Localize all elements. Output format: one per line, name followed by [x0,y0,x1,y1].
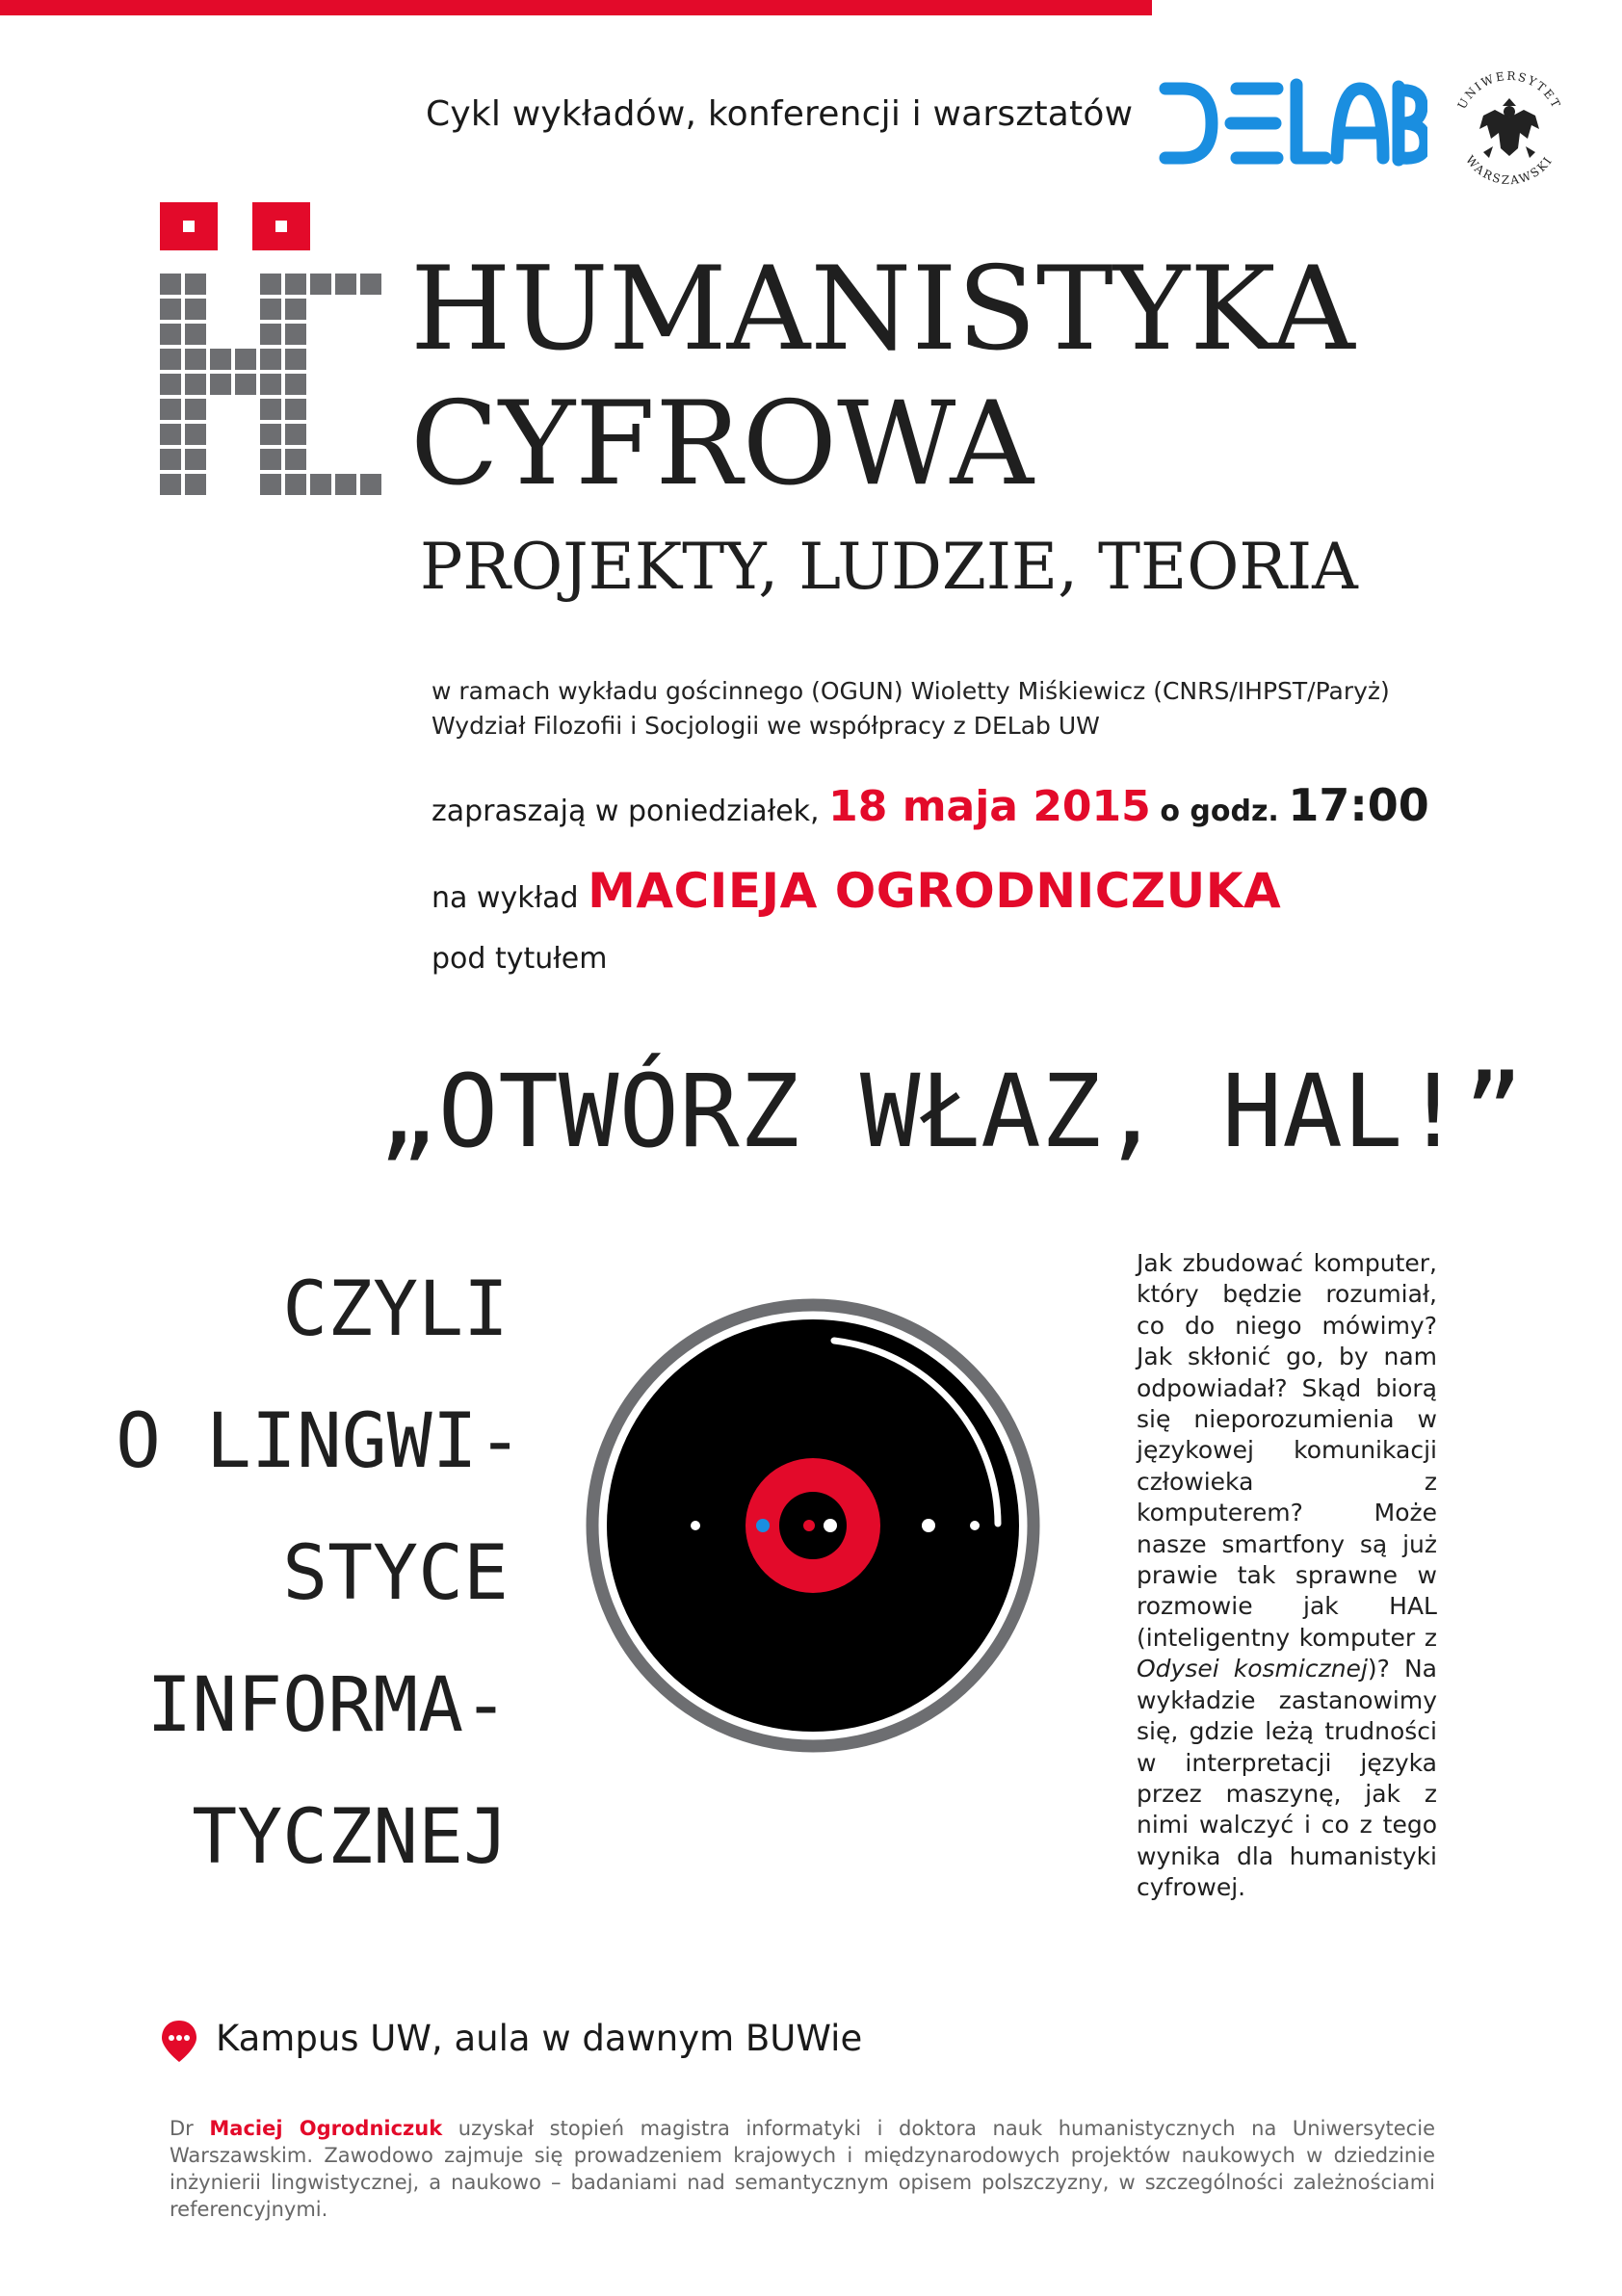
logo-grid-cell [160,399,181,420]
logo-grid-cell [185,274,206,295]
logo-grid-cell [260,324,281,345]
subtitle-line: CZYLI [282,1266,509,1353]
top-accent-bar [0,0,1152,15]
logo-grid-cell [160,449,181,470]
uw-seal-logo [1445,64,1574,193]
bio-text: uzyskał stopień magistra informatyki i doktora nauk humanistycznych na Uniwersytecie Warszawskim. Zawodowo zajmuje się prowadzeniem krajowych i międzynarodowych projektów naukowych w dziedzinie inżynierii lingwistycznej, a naukowo – badaniami nad semantycznym opisem polszczyzny, w szczególności zależnościami referencyjnymi. [170,2117,1435,2221]
logo-grid-cell [285,474,306,495]
logo-grid-cell [185,449,206,470]
logo-grid-cell [285,299,306,320]
series-line: Cykl wykładów, konferencji i warsztatów [426,94,1134,134]
speaker-name: MACIEJA OGRODNICZUKA [588,863,1282,919]
info-line-organizer: w ramach wykładu gościnnego (OGUN) Wioletty Miśkiewicz (CNRS/IHPST/Paryż) [432,677,1390,705]
main-subtitle: PROJEKTY, LUDZIE, TEORIA [420,530,1358,604]
logo-grid-cell [185,399,206,420]
logo-grid-cell [285,399,306,420]
subtitle-line: STYCE [282,1530,509,1617]
logo-grid-cell [260,474,281,495]
logo-grid-cell [260,374,281,395]
logo-grid-cell [210,349,231,370]
subtitle-line: O LINGWI- [116,1398,523,1485]
logo-grid-cell [185,474,206,495]
bio-name: Maciej Ogrodniczuk [209,2117,443,2140]
logo-grid-cell [185,324,206,345]
description-text: Jak zbudować komputer, który będzie rozumiał, co do niego mówimy? Jak skłonić go, by nam odpowiadał? Skąd biorą się nieporozumienia w językowej komunikacji człowieka z komputerem? Może nasze smartfony są już prawie tak sprawne w rozmowie jak HAL (inteligentny komputer z [1137,1249,1437,1652]
logo-grid-cell [160,299,181,320]
logo-grid-cell [360,274,381,295]
logo-grid-cell [160,324,181,345]
event-date: 18 maja 2015 [828,782,1151,831]
delab-logo [1156,77,1427,170]
logo-grid-cell [260,349,281,370]
invite-line [432,776,1429,841]
logo-grid-cell [160,274,181,295]
logo-grid-cell [235,374,256,395]
lecture-line [432,857,1281,932]
subtitle-line: TYCZNEJ [192,1794,509,1881]
logo-grid-cell [285,424,306,445]
hal-eye-illustration [586,1298,1040,1753]
logo-grid-cell [210,374,231,395]
logo-grid-cell [185,299,206,320]
logo-grid-cell [335,274,356,295]
logo-grid-cell [285,449,306,470]
main-title-line-2: CYFROWA [410,378,1034,511]
info-line-faculty: Wydział Filozofii i Socjologii we współpracy z DELab UW [432,712,1100,740]
logo-grid-cell [260,424,281,445]
logo-grid-cell [260,274,281,295]
event-hour-prefix: o godz. [1160,795,1279,828]
location-text: Kampus UW, aula w dawnym BUWie [216,2018,863,2059]
logo-grid-cell [285,349,306,370]
logo-grid-cell [310,474,331,495]
logo-grid-cell [160,374,181,395]
svg-text:WARSZAWSKI: WARSZAWSKI [1462,152,1556,188]
logo-grid-cell [310,274,331,295]
logo-grid-cell [160,474,181,495]
subtitle-line: INFORMA- [146,1662,509,1749]
logo-grid-cell [260,299,281,320]
speaker-bio [170,2115,1435,2223]
logo-grid-cell [360,474,381,495]
invite-prefix: zapraszają w poniedziałek, [432,795,820,828]
lecture-prefix: na wykład [432,881,579,915]
event-hour: 17:00 [1288,779,1429,831]
subtitle-block [116,1244,523,1904]
logo-grid-cell [260,449,281,470]
logo-grid-cell [185,349,206,370]
title-intro: pod tytułem [432,942,608,976]
logo-grid-cell [285,324,306,345]
svg-text:UNIWERSYTET: UNIWERSYTET [1454,68,1564,112]
logo-grid-cell [260,399,281,420]
logo-grid-cell [285,274,306,295]
logo-grid-cell [335,474,356,495]
logo-grid-cell [285,374,306,395]
lecture-title: „OTWÓRZ WŁAZ, HAL!” [378,1053,1524,1170]
main-title-line-1: HUMANISTYKA [410,243,1355,377]
logo-grid-cell [160,424,181,445]
map-pin-icon [160,2019,198,2063]
logo-grid-cell [235,349,256,370]
logo-grid-cell [185,424,206,445]
logo-grid-cell [160,349,181,370]
bio-prefix: Dr [170,2117,194,2140]
description-text-end: )? Na wykładzie zastanowimy się, gdzie leżą trudności w interpretacji języka przez maszynę, jak z nimi walczyć i co z tego wynika dla humanistyki cyfrowej. [1137,1655,1437,1902]
description-italic: Odysei kosmicznej [1137,1655,1368,1683]
humanistyka-cyfrowa-logo [160,202,381,501]
lecture-description [1137,1248,1437,1904]
logo-grid-cell [185,374,206,395]
